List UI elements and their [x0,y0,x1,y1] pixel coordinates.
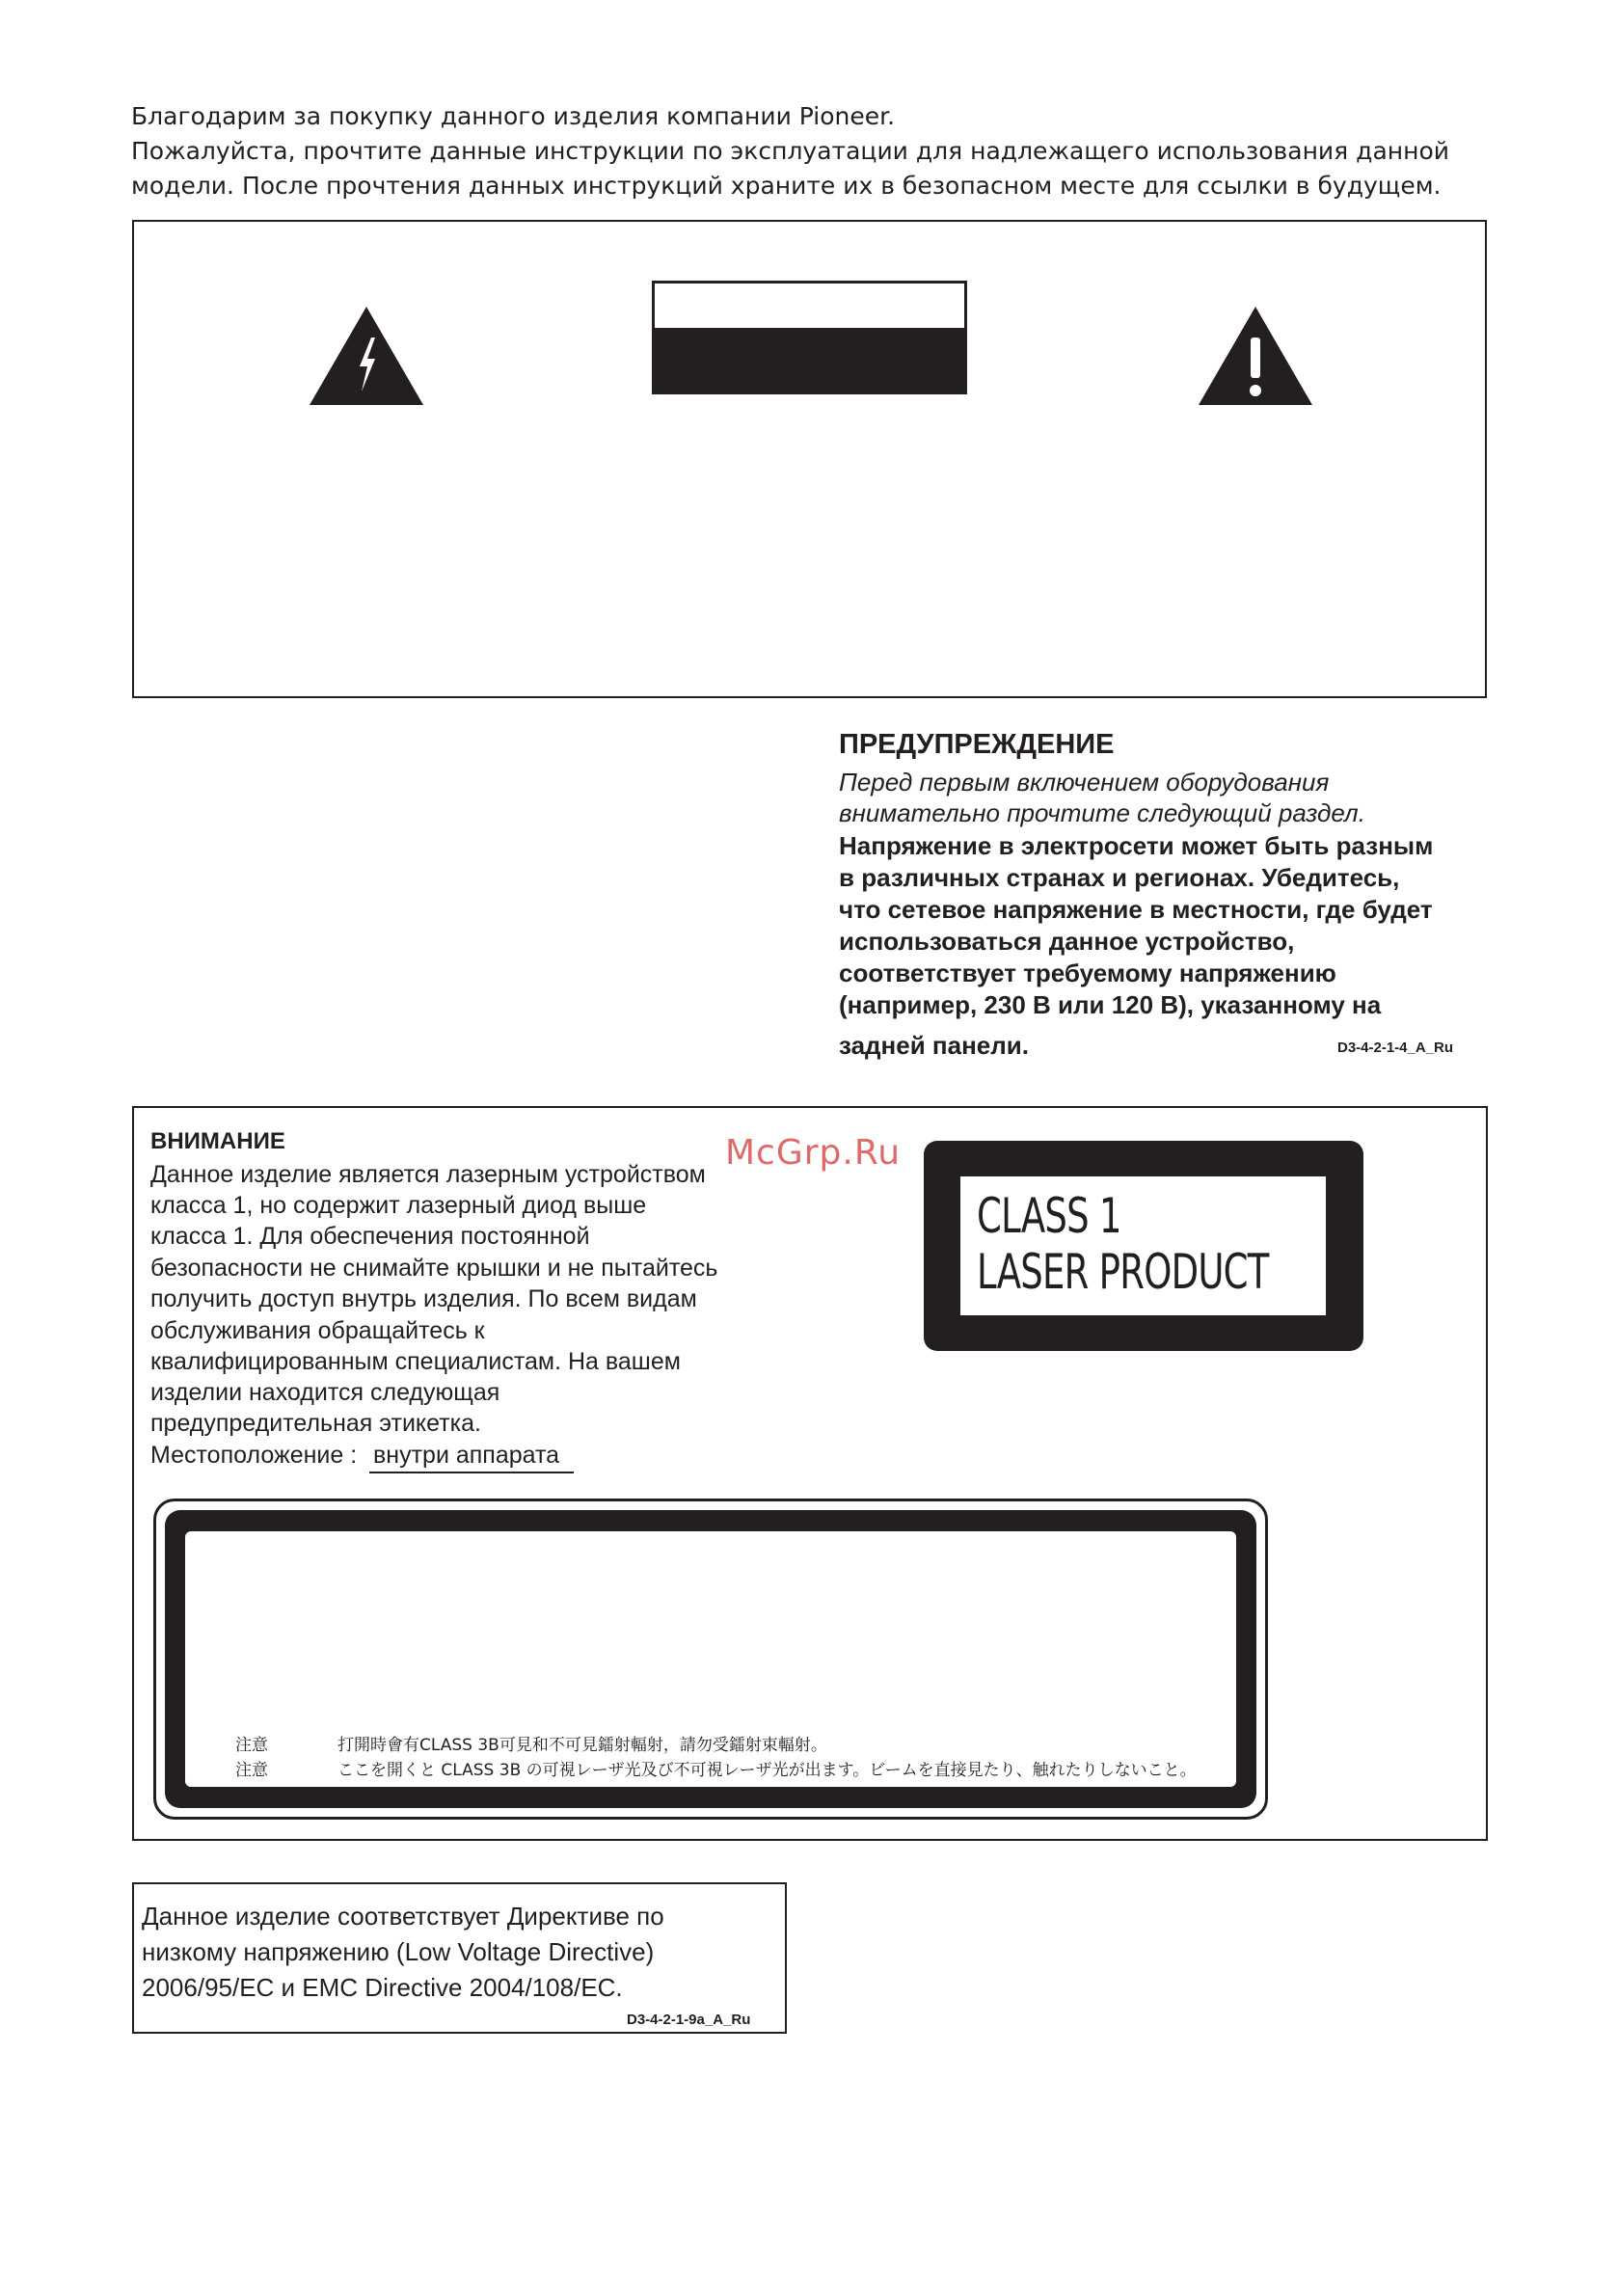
class-1-laser-label [924,1141,1363,1351]
attention-line: класса 1. Для обеспечения постоянной [150,1223,590,1250]
internal-label-text-ja: ここを開くと CLASS 3B の可視レーザ光及び不可視レーザ光が出ます。ビームを直接見たり、触れたりしないこと。 [337,1761,1197,1780]
warning-code: D3-4-2-1-4_A_Ru [1337,1040,1454,1056]
directive-line: 2006/95/EC и EMC Directive 2004/108/EC. [142,1973,623,2002]
location-label: Местоположение : [150,1442,358,1469]
warning-italic-line: внимательно прочтите следующий раздел. [839,798,1365,827]
warning-italic-line: Перед первым включением оборудования [839,768,1330,797]
warning-line: Напряжение в электросети может быть разным [839,831,1434,860]
attention-line: изделии находится следующая [150,1379,500,1406]
internal-label-text-zh: 打開時會有CLASS 3B可見和不可見鐳射輻射，請勿受鐳射束輻射。 [337,1736,827,1755]
intro-line-1: Благодарим за покупку данного изделия компании Pioneer. [131,102,896,130]
location-underline [369,1472,574,1473]
directive-code: D3-4-2-1-9a_A_Ru [627,2012,751,2028]
lightning-warning-icon [308,305,425,407]
attention-line: класса 1, но содержит лазерный диод выше [150,1192,647,1219]
internal-label-caution-ja: 注意 [235,1761,268,1780]
attention-line: Данное изделие является лазерным устройством [150,1161,706,1188]
warning-line: задней панели. [839,1031,1029,1060]
caution-label [652,281,967,394]
warning-line: что сетевое напряжение в местности, где будет [839,895,1433,924]
warning-line: (например, 230 В или 120 В), указанному на [839,990,1382,1019]
intro-line-3: модели. После прочтения данных инструкций храните их в безопасном месте для ссылки в будущем. [131,172,1442,200]
location-value: внутри аппарата [373,1442,560,1469]
class-label-line-1: CLASS 1 [977,1188,1121,1244]
attention-line: предупредительная этикетка. [150,1410,481,1437]
exclamation-warning-icon [1197,305,1314,407]
internal-label-caution-zh: 注意 [235,1736,268,1755]
warning-line: в различных странах и регионах. Убедитесь, [839,863,1400,892]
attention-line: безопасности не снимайте крышки и не пытайтесь [150,1255,718,1282]
class-label-line-2: LASER PRODUCT [977,1244,1269,1300]
attention-line: получить доступ внутрь изделия. По всем видам [150,1285,697,1312]
intro-line-2: Пожалуйста, прочтите данные инструкции по эксплуатации для надлежащего использования данной [131,137,1449,165]
warning-title: ПРЕДУПРЕЖДЕНИЕ [839,729,1115,760]
attention-line: квалифицированным специалистам. На вашем [150,1348,681,1375]
watermark: McGrp.Ru [725,1133,902,1173]
warning-line: использоваться данное устройство, [839,927,1295,956]
directive-line: низкому напряжению (Low Voltage Directive) [142,1937,655,1966]
attention-line: обслуживания обращайтесь к [150,1317,485,1344]
directive-line: Данное изделие соответствует Директиве по [142,1902,664,1931]
attention-title: ВНИМАНИЕ [150,1128,285,1154]
warning-line: соответствует требуемому напряжению [839,959,1336,987]
